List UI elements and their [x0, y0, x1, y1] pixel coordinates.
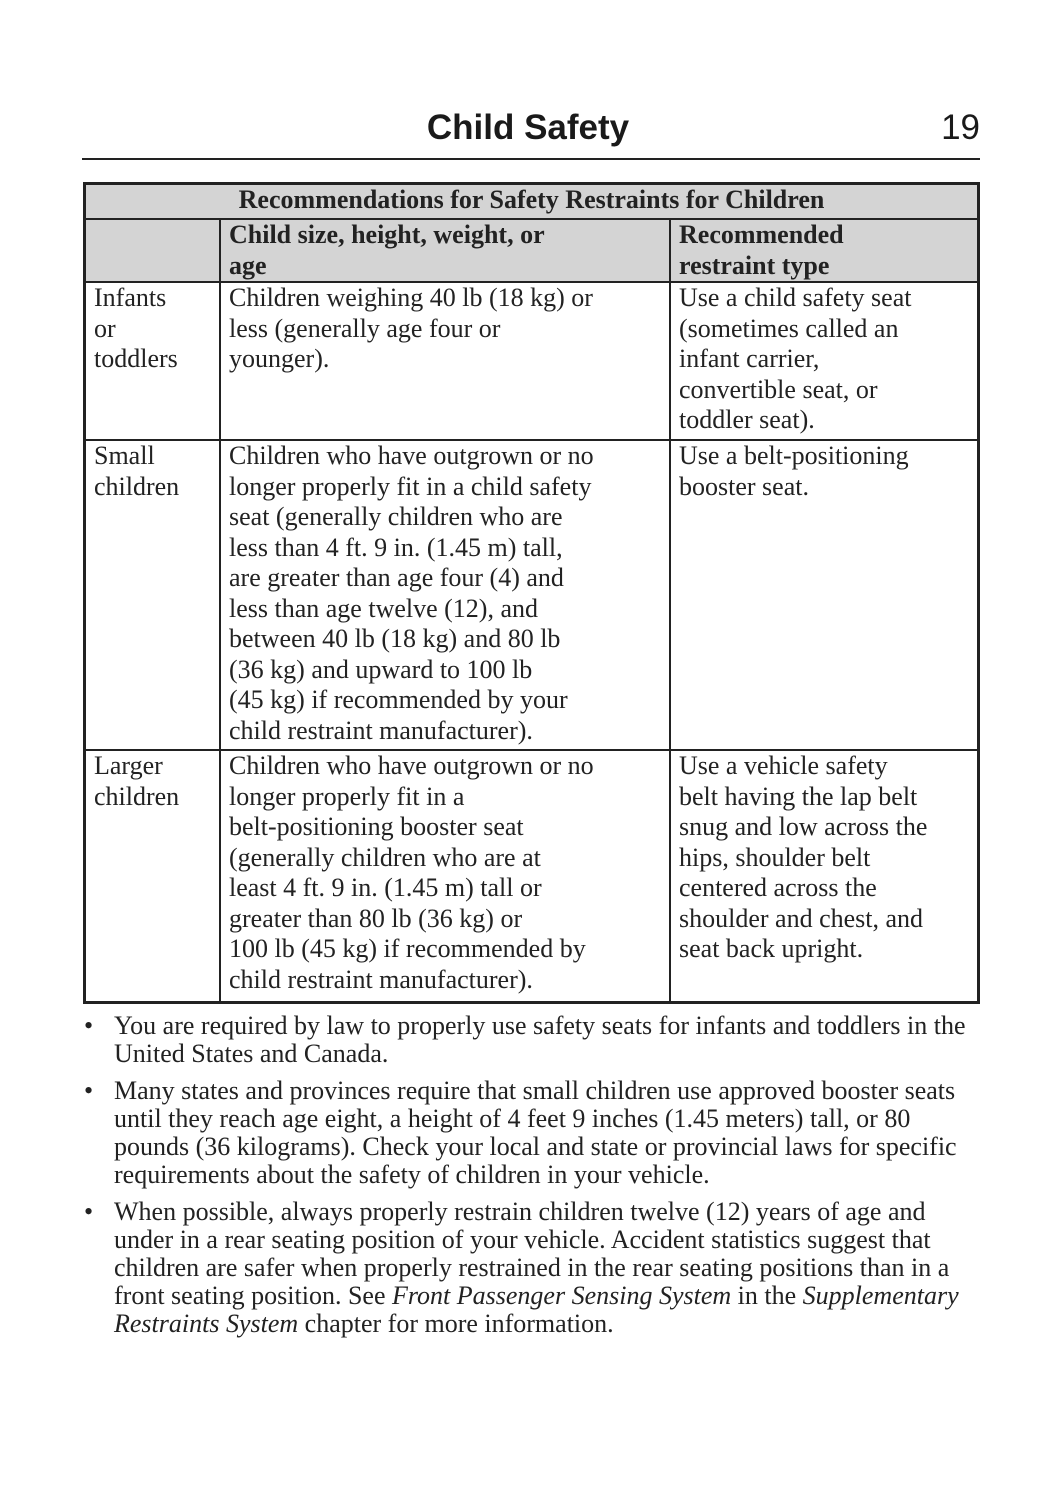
cell-line: infant carrier, [679, 344, 820, 373]
table-cell [670, 440, 979, 750]
cell-line: least 4 ft. 9 in. (1.45 m) tall or [229, 873, 542, 902]
cell-line: toddler seat). [679, 405, 815, 434]
cell-line: Children who have outgrown or no [229, 751, 594, 780]
table-cell [85, 282, 221, 440]
cell-line: convertible seat, or [679, 374, 878, 404]
cell-line: Infants [94, 283, 167, 312]
header-rule [82, 158, 980, 160]
cell-line: less (generally age four or [229, 313, 501, 343]
cell-line: between 40 lb (18 kg) and 80 lb [229, 624, 561, 653]
cell-line: restraint type [679, 250, 830, 280]
cell-line: seat back upright. [679, 934, 864, 963]
chapter-reference: Supplementary Restraints System [114, 1281, 959, 1338]
table-cell [85, 750, 221, 1002]
table-cell [220, 440, 670, 750]
cell-line: greater than 80 lb (36 kg) or [229, 903, 523, 933]
cell-line: belt having the lap belt [679, 781, 918, 811]
cell-line: shoulder and chest, and [679, 903, 924, 933]
page-title: Child Safety [426, 108, 630, 147]
note-text: Many states and provinces require that small children use approved booster seats until they reach age eight, a height of 4 feet 9 inches (1.45 meters) tall, or 80 pounds (36 kilograms). Check your local and state or provincial laws for specific requirements about the safety of children in your vehicle. [114, 1076, 957, 1189]
cell-line: belt-positioning booster seat [229, 812, 524, 841]
cell-line: 100 lb (45 kg) if recommended by [229, 934, 586, 963]
cell-line: Children who have outgrown or no [229, 441, 594, 470]
table-caption: Recommendations for Safety Restraints for Children [85, 184, 979, 220]
cell-line: Use a vehicle safety [679, 751, 888, 780]
cell-line: toddlers [94, 344, 178, 373]
table-cell [85, 440, 221, 750]
table-cell [670, 282, 979, 440]
notes-list [84, 1012, 984, 1347]
cell-line: booster seat. [679, 471, 809, 501]
note-text: When possible, always properly restrain children twelve (12) years of age and under in a rear seating position of your vehicle. Accident statistics suggest that children are safer when properly restrained in the rear seating positions than in a front seating position. See [114, 1197, 950, 1310]
cell-line: less than 4 ft. 9 in. (1.45 m) tall, [229, 532, 563, 562]
table-row [85, 440, 979, 750]
chapter-reference: Front Passenger Sensing System [392, 1281, 732, 1310]
note-item [84, 1012, 984, 1068]
table-header-row [85, 219, 979, 282]
cell-line: child restraint manufacturer). [229, 964, 533, 994]
cell-line: seat (generally children who are [229, 502, 563, 531]
cell-line: (36 kg) and upward to 100 lb [229, 654, 533, 684]
table-row [85, 750, 979, 1002]
note-text: chapter for more information. [298, 1309, 614, 1338]
cell-line: longer properly fit in a child safety [229, 471, 592, 501]
table-cell [220, 219, 670, 282]
table-cell [220, 750, 670, 1002]
note-item [84, 1077, 984, 1189]
cell-line: or [94, 313, 116, 343]
cell-line: (45 kg) if recommended by your [229, 685, 568, 714]
cell-line: longer properly fit in a [229, 781, 465, 811]
table-row [85, 282, 979, 440]
note-text: in the [731, 1281, 803, 1310]
cell-line: (sometimes called an [679, 313, 899, 343]
restraint-recommendations-table [83, 182, 980, 1004]
cell-line: Recommended [679, 220, 844, 249]
cell-line: Children weighing 40 lb (18 kg) or [229, 283, 593, 312]
cell-line: Use a child safety seat [679, 283, 912, 312]
table-cell [85, 219, 221, 282]
cell-line: Larger [94, 751, 163, 780]
cell-line: age [229, 250, 267, 280]
cell-line: child restraint manufacturer). [229, 715, 533, 745]
cell-line: Child size, height, weight, or [229, 220, 545, 249]
cell-line: Use a belt-positioning [679, 441, 909, 470]
note-text: You are required by law to properly use safety seats for infants and toddlers in the United States and Canada. [114, 1011, 966, 1068]
cell-line: are greater than age four (4) and [229, 563, 564, 592]
table-cell [220, 282, 670, 440]
page-number: 19 [941, 108, 980, 147]
cell-line: younger). [229, 344, 330, 373]
cell-line: hips, shoulder belt [679, 842, 871, 872]
cell-line: children [94, 781, 180, 811]
cell-line: less than age twelve (12), and [229, 593, 539, 623]
cell-line: snug and low across the [679, 812, 928, 841]
note-item [84, 1198, 984, 1338]
cell-line: centered across the [679, 873, 877, 902]
cell-line: (generally children who are at [229, 842, 541, 872]
cell-line: Small [94, 441, 155, 470]
table-cell [670, 219, 979, 282]
cell-line: children [94, 471, 180, 501]
table-cell [670, 750, 979, 1002]
